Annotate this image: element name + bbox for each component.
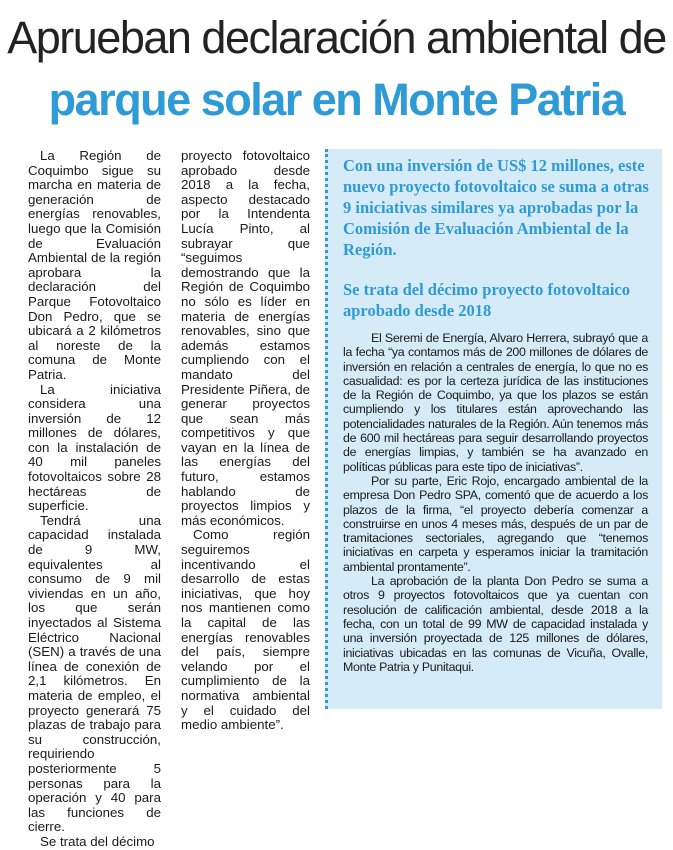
paragraph: Como región seguiremos incentivando el desarrollo de estas iniciativas, que hoy nos mantienen como la capital de las energías renovables del país, siempre velando por el cumplimiento de la normativa ambiental y el cuidado del medio ambiente”. — [181, 527, 310, 733]
article-column-2 — [181, 149, 310, 733]
paragraph: proyecto fotovoltaico aprobado desde 2018 a la fecha, aspecto destacado por la Intendenta Lucía Pinto, al subrayar que “seguimos demostrando que la Región de Coquimbo no sólo es líder en materia de energías renovables, sino que además estamos cumpliendo con el mandato del Presidente Piñera, de generar proyectos que sean más competitivos y que vayan en la línea de las energías del futuro, estamos hablando de proyectos limpios y más económicos. — [181, 148, 310, 528]
headline-line-1: Aprueban declaración ambiental de — [7, 12, 666, 63]
paragraph: Tendrá una capacidad instalada de 9 MW, equivalentes al consumo de 9 mil viviendas en un año, los que serán inyectados al Sistema Eléctrico Nacional (SEN) a través de una línea de conexión de 2,1 kilómetros. En materia de empleo, el proyecto generará 75 plazas de trabajo para su construcción, requiriendo posteriormente 5 personas para la operación y 40 para las funciones de cierre. — [28, 512, 161, 835]
sidebar-body — [343, 331, 648, 674]
sidebar-subhead: Se trata del décimo proyecto fotovoltaico aprobado desde 2018 — [343, 280, 630, 320]
paragraph: Por su parte, Eric Rojo, encargado ambiental de la empresa Don Pedro SPA, comentó que de acuerdo a los plazos de la firma, “el proyecto debería comenzar a construirse en unos 4 meses más, después de un par de tramitaciones sectoriales, agregando que “tenemos iniciativas en carpeta y esperamos iniciar la tramitación ambiental prontamente”. — [343, 473, 648, 574]
paragraph: La aprobación de la planta Don Pedro se suma a otros 9 proyectos fotovoltaicos que ya cuentan con resolución de calificación ambiental, desde 2018 a la fecha, con un total de 99 MW de capacidad instalada y una inversión proyectada de 125 millones de dólares, iniciativas ubicadas en las comunas de Vicuña, Ovalle, Monte Patria y Punitaqui. — [343, 574, 648, 674]
paragraph: La iniciativa considera una inversión de 12 millones de dólares, con la instalación de 40 mil paneles fotovoltaicos sobre 28 hectáreas de superficie. — [28, 381, 161, 514]
sidebar-lead: Con una inversión de US$ 12 millones, este nuevo proyecto fotovoltaico se suma a otras 9 iniciativas similares ya aprobadas por la Comisión de Evaluación Ambiental de la Región. — [343, 156, 649, 259]
paragraph: Se trata del décimo — [40, 833, 155, 849]
paragraph: El Seremi de Energía, Alvaro Herrera, subrayó que a la fecha “ya contamos más de 200 millones de dólares de inversión en relación a centrales de energía, lo que no es casualidad: es por la certeza jurídica de las instituciones de la Región de Coquimbo, ya que los plazos se están cumpliendo y los titulares están aprovechando las potencialidades naturales de la Región. Aún tenemos más de 600 mil hectáreas para seguir desarrollando proyectos de energías limpias, y también se ha avanzado en políticas públicas para este tipo de iniciativas”. — [343, 331, 648, 474]
headline-line-2: parque solar en Monte Patria — [48, 74, 625, 125]
paragraph: La Región de Coquimbo sigue su marcha en materia de generación de energías renovables, luego que la Comisión de Evaluación Ambiental de la región aprobara la declaración del Parque Fotovoltaico Don Pedro, que se ubicará a 2 kilómetros al noreste de la comuna de Monte Patria. — [28, 148, 161, 382]
article-column-1 — [28, 149, 161, 850]
sidebar-box — [325, 149, 662, 709]
